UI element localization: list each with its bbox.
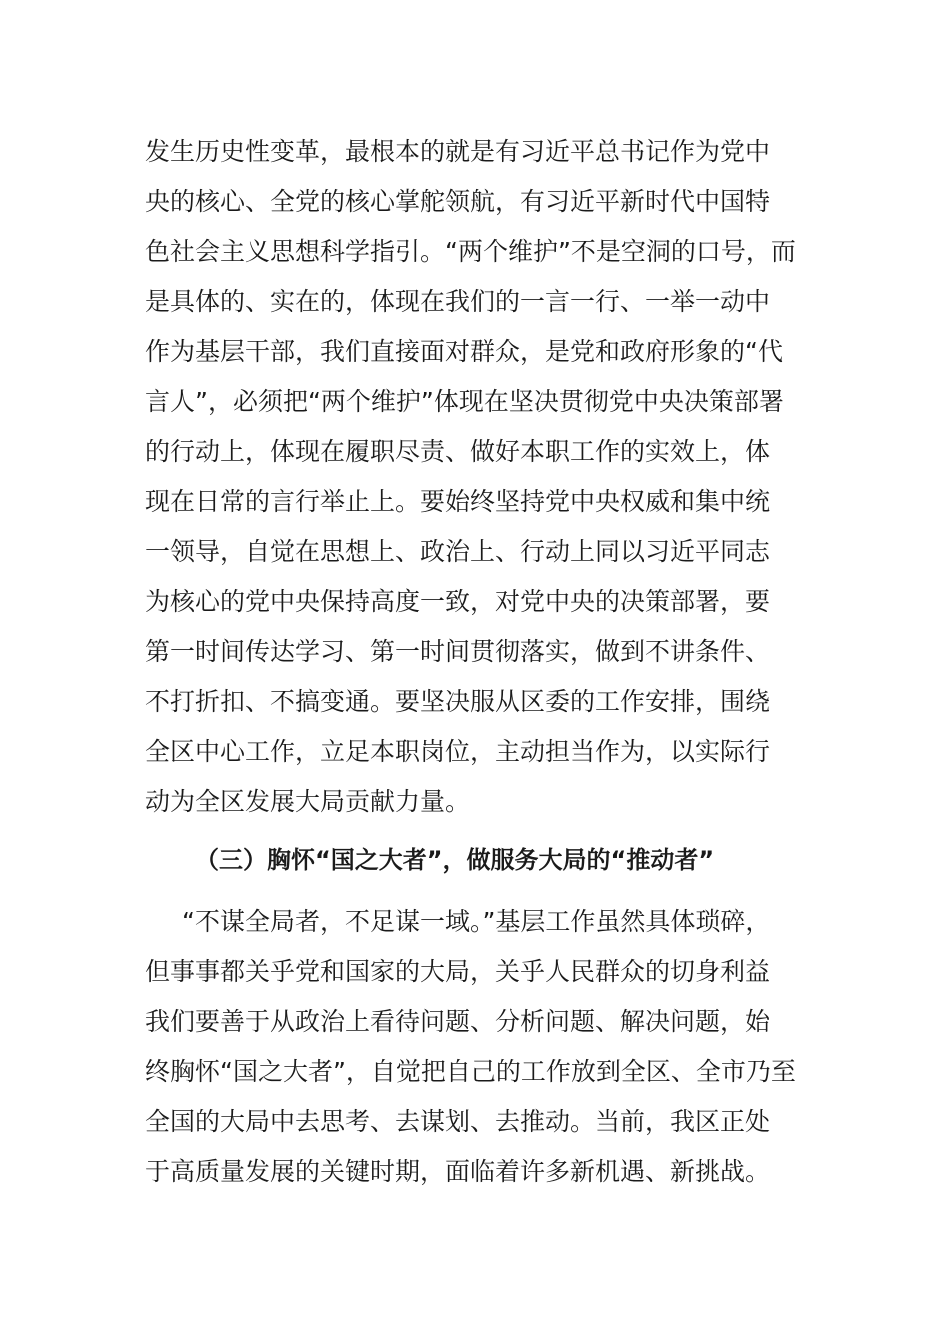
paragraph-line: 不打折扣、不搞变通。要坚决服从区委的工作安排，围绕 [145,687,771,716]
paragraph-line: 全国的大局中去思考、去谋划、去推动。当前，我区正处 [145,1107,771,1136]
paragraph-line: “不谋全局者，不足谋一域。”基层工作虽然具体琐碎， [182,907,771,936]
paragraph-line: 一领导，自觉在思想上、政治上、行动上同以习近平同志 [145,537,771,566]
paragraph-line: 的行动上，体现在履职尽责、做好本职工作的实效上，体 [145,437,771,466]
paragraph-line: 动为全区发展大局贡献力量。 [145,787,471,816]
paragraph-line: 是具体的、实在的，体现在我们的一言一行、一举一动中 [145,287,771,316]
paragraph-line: 言人”，必须把“两个维护”体现在坚决贯彻党中央决策部署 [145,387,784,416]
paragraph-line: 终胸怀“国之大者”，自觉把自己的工作放到全区、全市乃至 [145,1057,796,1086]
paragraph-line: 发生历史性变革，最根本的就是有习近平总书记作为党中 [145,137,771,166]
paragraph-line: 但事事都关乎党和国家的大局，关乎人民群众的切身利益 [145,957,771,986]
paragraph-line: 央的核心、全党的核心掌舵领航，有习近平新时代中国特 [145,187,771,216]
paragraph-line: 于高质量发展的关键时期，面临着许多新机遇、新挑战。 [145,1157,771,1186]
paragraph-line: 作为基层干部，我们直接面对群众，是党和政府形象的“代 [145,337,783,366]
paragraph-line: 全区中心工作，立足本职岗位，主动担当作为，以实际行 [145,737,771,766]
section-heading: （三）胸怀“国之大者”，做服务大局的“推动者” [195,846,715,874]
paragraph-line: 现在日常的言行举止上。要始终坚持党中央权威和集中统 [145,487,771,516]
paragraph-line: 第一时间传达学习、第一时间贯彻落实，做到不讲条件、 [145,637,771,666]
paragraph-line: 为核心的党中央保持高度一致，对党中央的决策部署，要 [145,587,771,616]
paragraph-line: 色社会主义思想科学指引。“两个维护”不是空洞的口号，而 [145,237,796,266]
paragraph-line: 我们要善于从政治上看待问题、分析问题、解决问题，始 [145,1007,771,1036]
